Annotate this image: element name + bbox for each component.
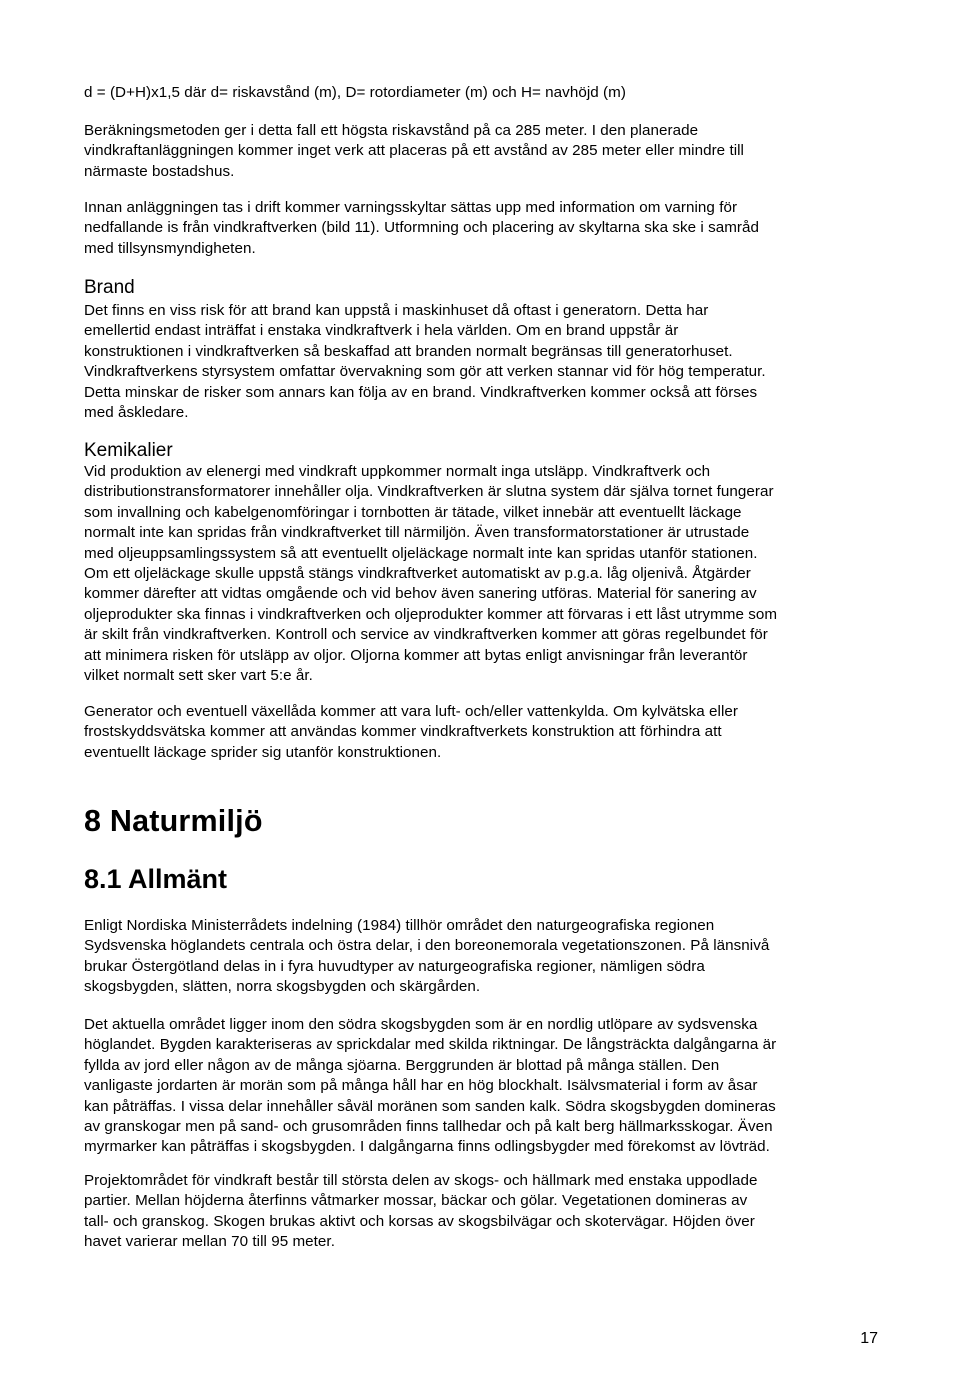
- text-line: Detta minskar de risker som annars kan följa av en brand. Vindkraftverken kommer också att förses: [84, 383, 758, 401]
- text-line: Om ett oljeläckage skulle uppstå stängs vindkraftverket automatiskt av p.g.a. låg oljenivå. Åtgärder: [84, 565, 751, 583]
- text-line: kan påträffas. I vissa delar innehåller såväl moränen som sanden kalk. Södra skogsbygden domineras: [84, 1097, 776, 1115]
- text-line: emellertid endast inträffat i enstaka vindkraftverk i hela världen. Om en brand uppstår är: [84, 322, 679, 340]
- text-line: konstruktionen i vindkraftverken så beskaffad att branden normalt begränsas till generatorhuset.: [84, 342, 733, 360]
- page-number: 17: [860, 1330, 878, 1347]
- text-line: med oljeuppsamlingssystem så att eventuellt oljeläckage normalt inte kan spridas utanför stationen.: [84, 544, 758, 562]
- project-area-paragraph: [84, 1171, 884, 1253]
- formula-paragraph: [84, 83, 884, 103]
- text-line: d = (D+H)x1,5 där d= riskavstånd (m), D= rotordiameter (m) och H= navhöjd (m): [84, 84, 626, 101]
- text-line: Projektområdet för vindkraft består till största delen av skogs- och hällmark med enstaka uppodlade: [84, 1172, 758, 1189]
- text-line: av granskogar men på sand- och grusområden finns tallhedar och på kalt berg hällmarksskogar. Även: [84, 1118, 773, 1136]
- risk-distance-paragraph: [84, 121, 884, 182]
- text-line: fyllda av jord eller någon av de många sjöarna. Berggrunden är blottad på många ställen. Den: [84, 1056, 720, 1074]
- text-line: Vid produktion av elenergi med vindkraft uppkommer normalt inga utsläpp. Vindkraftverk och: [84, 463, 711, 480]
- text-line: oljeprodukter ska finnas i vindkraftverken och oljeprodukter kommer att förvaras i ett låst utrymme som: [84, 605, 778, 623]
- area-description-paragraph: [84, 1015, 884, 1158]
- text-line: brukar Östergötland delas in i fyra huvudtyper av naturgeografiska regioner, nämligen södra: [84, 957, 705, 975]
- text-line: skogsbygden, slätten, norra skogsbygden och skärgården.: [84, 978, 481, 996]
- text-line: eventuellt läckage sprider sig utanför konstruktionen.: [84, 743, 442, 761]
- text-line: närmaste bostadshus.: [84, 162, 235, 180]
- text-line: som invallning och kabelgenomföringar i tornbotten är tätade, vilket innebär att eventuellt läckage: [84, 503, 742, 521]
- text-line: vanligaste jordarten är morän som på många håll har en hög blockhalt. Isälvsmaterial i form av åsar: [84, 1077, 758, 1095]
- text-line: normalt inte kan spridas från vindkraftverket till närmiljön. Även transformatorstationer är utrustade: [84, 524, 750, 542]
- warning-signs-paragraph: [84, 198, 884, 259]
- text-line: Vindkraftverkens styrsystem omfattar övervakning som gör att verken stannar vid för hög temperatur.: [84, 363, 766, 381]
- text-line: myrmarker kan påträffas i skogsbygden. I dalgångarna finns odlingsbygder med förekomst av lövträd.: [84, 1138, 770, 1156]
- text-line: Generator och eventuell växellåda kommer att vara luft- och/eller vattenkylda. Om kylvätska eller: [84, 703, 738, 720]
- text-line: att minimera risken för utsläpp av oljor. Oljorna kommer att bytas enligt anvisningar från leverantör: [84, 646, 748, 664]
- text-line: kommer därefter att vidtas omgående och vid behov även sanering utföras. Material för sanering av: [84, 585, 757, 603]
- text-line: nedfallande is från vindkraftverken (bild 11). Utformning och placering av skyltarna ska ske i samråd: [84, 219, 760, 237]
- kemikalier-heading: Kemikalier: [84, 440, 173, 461]
- text-line: Enligt Nordiska Ministerrådets indelning (1984) tillhör området den naturgeografiska regionen: [84, 917, 715, 934]
- brand-paragraph: [84, 301, 884, 423]
- cooling-paragraph: [84, 702, 884, 763]
- text-line: partier. Mellan höjderna återfinns våtmarker mossar, bäckar och gölar. Vegetationen domineras av: [84, 1192, 748, 1210]
- text-line: Det finns en viss risk för att brand kan uppstå i maskinhuset då oftast i generatorn. Detta har: [84, 302, 709, 319]
- text-line: vilket normalt sett sker vart 5:e år.: [84, 667, 313, 685]
- text-line: tall- och granskog. Skogen brukas aktivt och korsas av skogsbilvägar och skotervägar. Höjden över: [84, 1212, 755, 1230]
- kemikalier-paragraph: [84, 462, 884, 686]
- chapter-heading: 8 Naturmiljö: [84, 804, 263, 838]
- text-line: Beräkningsmetoden ger i detta fall ett högsta riskavstånd på ca 285 meter. I den planerade: [84, 122, 699, 139]
- text-line: Sydsvenska höglandets centrala och östra delar, i den boreonemorala vegetationszonen. På länsnivå: [84, 937, 770, 955]
- text-line: med åskledare.: [84, 404, 189, 422]
- text-line: vindkraftanläggningen kommer inget verk att placeras på ett avstånd av 285 meter eller mindre till: [84, 142, 744, 160]
- text-line: distributionstransformatorer innehåller olja. Vindkraftverken är slutna system där själva tornet fungerar: [84, 483, 774, 501]
- text-line: havet varierar mellan 70 till 95 meter.: [84, 1233, 335, 1251]
- text-line: Innan anläggningen tas i drift kommer varningsskyltar sättas upp med information om varning för: [84, 199, 738, 216]
- text-line: Det aktuella området ligger inom den södra skogsbygden som är en nordlig utlöpare av sydsvenska: [84, 1016, 758, 1033]
- section-heading: 8.1 Allmänt: [84, 864, 228, 894]
- brand-heading: Brand: [84, 277, 135, 298]
- text-line: höglandet. Bygden karakteriseras av sprickdalar med skilda riktningar. De långsträckta dalgångarna är: [84, 1036, 777, 1054]
- text-line: med tillsynsmyndigheten.: [84, 239, 256, 257]
- text-line: är skilt från vindkraftverken. Kontroll och service av vindkraftverken kommer att göras regelbundet för: [84, 626, 768, 644]
- text-line: frostskyddsvätska kommer att användas kommer vindkraftverkets konstruktion att förhindra att: [84, 723, 722, 741]
- region-paragraph: [84, 916, 884, 998]
